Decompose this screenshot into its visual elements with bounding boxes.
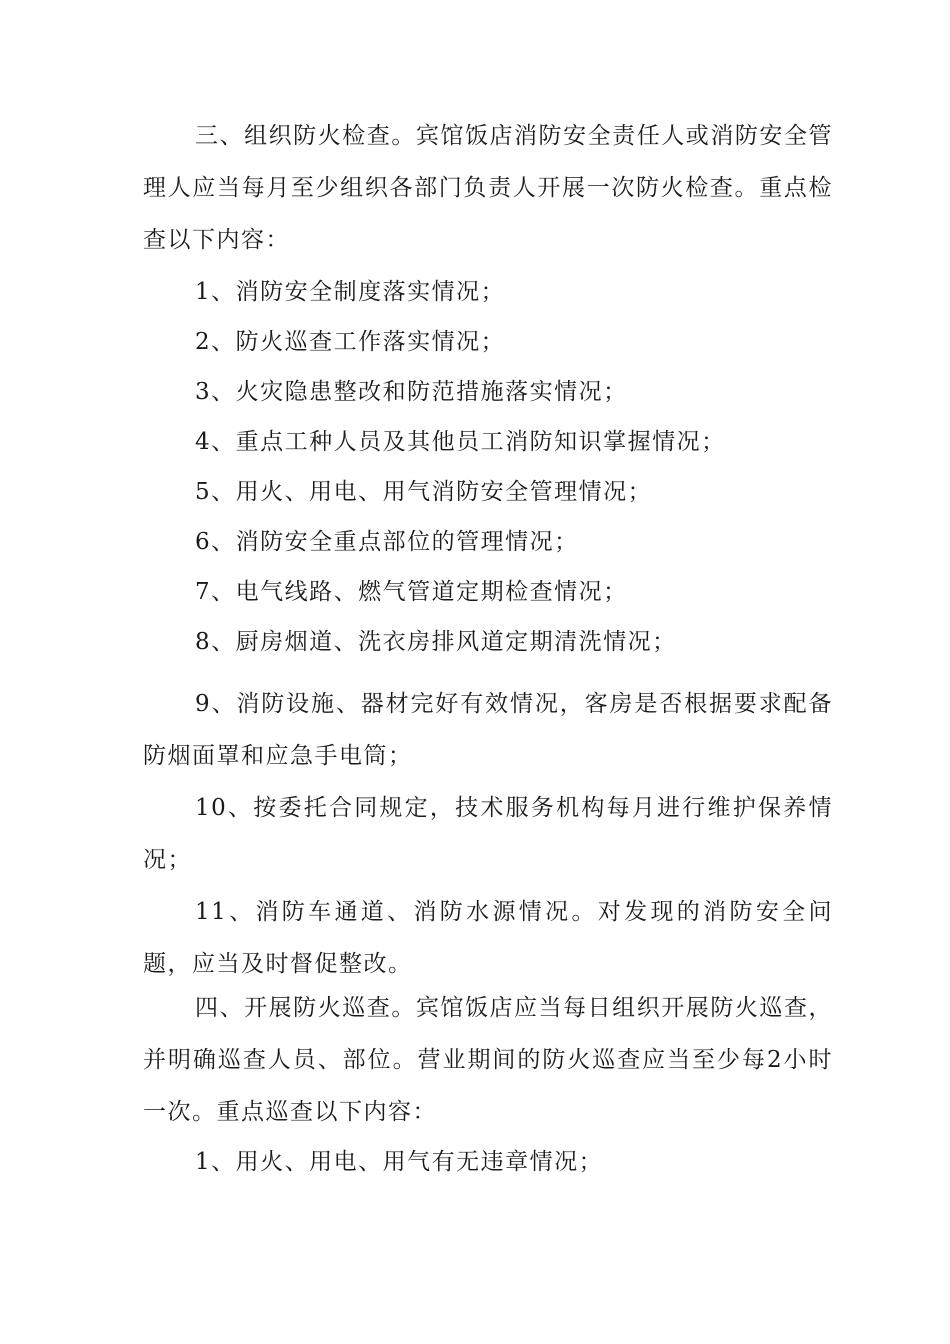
list-item-3: 3、火灾隐患整改和防范措施落实情况； — [195, 379, 628, 405]
list-item-6: 6、消防安全重点部位的管理情况； — [195, 529, 579, 555]
list-item-1: 1、消防安全制度落实情况； — [195, 279, 506, 305]
list-item-11: 11、消防车通道、消防水源情况。对发现的消防安全问题，应当及时督促整改。 — [143, 899, 833, 977]
patrol-list-item-1: 1、用火、用电、用气有无违章情况； — [195, 1149, 604, 1175]
list-item-4: 4、重点工种人员及其他员工消防知识掌握情况； — [195, 429, 726, 455]
paragraph-section-four: 四、开展防火巡查。宾馆饭店应当每日组织开展防火巡查，并明确巡查人员、部位。营业期间的防火巡查应当至少每2小时一次。重点巡查以下内容： — [143, 995, 833, 1125]
list-item-2: 2、防火巡查工作落实情况； — [195, 329, 506, 355]
paragraph-section-three: 三、组织防火检查。宾馆饭店消防安全责任人或消防安全管理人应当每月至少组织各部门负责人开展一次防火检查。重点检查以下内容： — [143, 123, 833, 253]
list-item-5: 5、用火、用电、用气消防安全管理情况； — [195, 479, 653, 505]
list-item-7: 7、电气线路、燃气管道定期检查情况； — [195, 579, 628, 605]
list-item-8: 8、厨房烟道、洗衣房排风道定期清洗情况； — [195, 629, 677, 655]
list-item-9: 9、消防设施、器材完好有效情况，客房是否根据要求配备防烟面罩和应急手电筒； — [143, 691, 833, 769]
list-item-10: 10、按委托合同规定，技术服务机构每月进行维护保养情况； — [143, 795, 833, 873]
